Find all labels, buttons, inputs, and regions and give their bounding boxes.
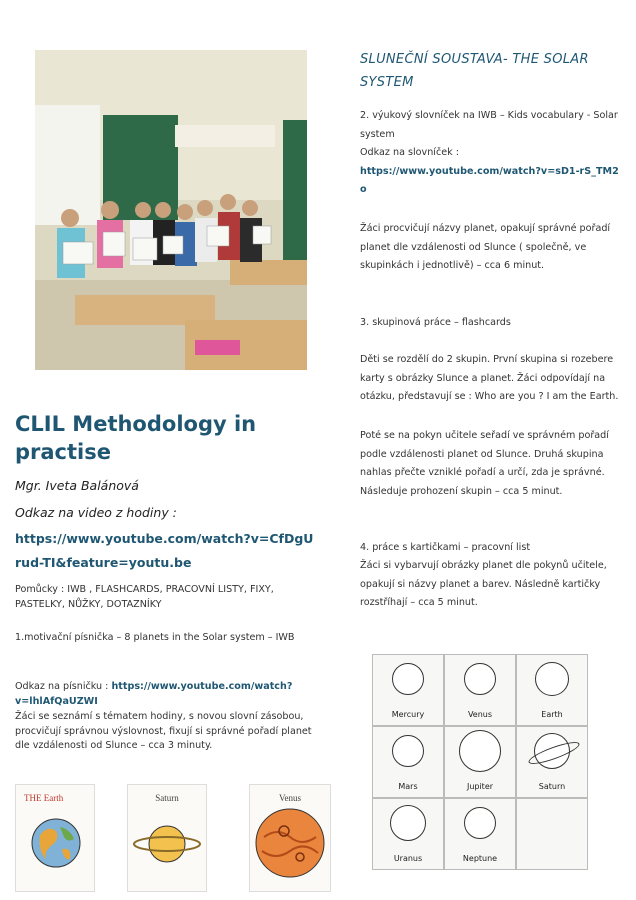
jupiter-drawing [459, 730, 501, 772]
earth-drawing [30, 817, 82, 869]
section-title: SLUNEČNÍ SOUSTAVA- THE SOLAR SYSTEM [360, 52, 589, 90]
planet-label: Venus [467, 710, 493, 719]
earth-card-label: THE Earth [24, 793, 64, 803]
worksheet-cell-uranus [372, 798, 444, 870]
step-4-description: Žáci si vybarvují obrázky planet dle pokynů učitele, opakují si názvy planet a barev. Následně kartičky rozstříhají – cca 5 minut. [360, 560, 607, 608]
saturn-drawing [132, 819, 202, 869]
mars-drawing [392, 735, 424, 767]
worksheet-cell-mars [372, 726, 444, 798]
planet-label: Mars [398, 782, 418, 791]
step-3-description: Děti se rozdělí do 2 skupin. První skupina si rozebere karty s obrázky Slunce a planet. Žáci odpovídají na otázku, představují se : Who are you ? I am the Earth. [360, 354, 619, 402]
song-link[interactable]: https://www.youtube.com/watch?v=lhlAfQaUZWI [15, 681, 293, 707]
earth-planet-drawing [535, 662, 569, 696]
worksheet-cell-earth [516, 654, 588, 726]
step-4-heading: 4. práce s kartičkami – pracovní list [360, 542, 531, 553]
venus-card-label: Venus [279, 793, 301, 803]
planet-worksheet [372, 654, 588, 870]
planet-label: Uranus [393, 854, 423, 863]
planet-label: Earth [541, 710, 563, 719]
song-link-line [15, 680, 315, 709]
venus-card [249, 784, 331, 892]
planet-label: Mercury [391, 710, 425, 719]
planet-label: Neptune [462, 854, 498, 863]
vocab-link[interactable]: https://www.youtube.com/watch?v=sD1-rS_TM2o [360, 165, 619, 195]
step-1-heading: 1.motivační písnička – 8 planets in the Solar system – IWB [15, 632, 295, 643]
saturn-card-label: Saturn [155, 793, 179, 803]
step-2-heading: 2. výukový slovníček na IWB – Kids vocabulary - Solar system [360, 110, 618, 140]
worksheet-cell-mercury [372, 654, 444, 726]
worksheet-cell-venus [444, 654, 516, 726]
page-title: CLIL Methodology in practise [15, 412, 257, 464]
uranus-drawing [390, 805, 426, 841]
video-link[interactable]: https://www.youtube.com/watch?v=CfDgUrud-TI&feature=youtu.be [15, 531, 314, 570]
venus-planet-drawing [464, 663, 496, 695]
saturn-card [127, 784, 207, 892]
mercury-drawing [392, 663, 424, 695]
step-2-description: Žáci procvičují názvy planet, opakují správné pořadí planet dle vzdálenosti od Slunce ( společně, ve skupinkách i jednotlivě) – cca 6 minut. [360, 223, 611, 271]
step-1-description: Žáci se seznámí s tématem hodiny, s novou slovní zásobou, procvičují správnou výslovnost, fixují si správné pořadí planet dle vzdálenosti od Slunce – cca 3 minuty. [15, 711, 312, 751]
worksheet-cell-jupiter [444, 726, 516, 798]
vocab-link-label: Odkaz na slovníček : [360, 147, 459, 158]
step-2-block [360, 107, 622, 200]
worksheet-cell-neptune [444, 798, 516, 870]
author-name: Mgr. Iveta Balánová [15, 478, 139, 493]
planet-label: Saturn [538, 782, 566, 791]
venus-drawing [254, 807, 326, 879]
neptune-drawing [464, 807, 496, 839]
song-link-label: Odkaz na písničku : [15, 681, 112, 692]
teaching-aids: Pomůcky : IWB , FLASHCARDS, PRACOVNÍ LISTY, FIXY, PASTELKY, NŮŽKY, DOTAZNÍKY [15, 584, 274, 610]
step-3-heading: 3. skupinová práce – flashcards [360, 317, 511, 328]
worksheet-cell-saturn [516, 726, 588, 798]
classroom-photo [35, 50, 307, 370]
earth-card [15, 784, 95, 892]
step-3-description-continued: Poté se na pokyn učitele seřadí ve správném pořadí podle vzdálenosti planet od Slunce. Druhá skupina nahlas přečte vzniklé pořadí a určí, zda je správné. Následuje prohození skupin – cca 5 minut. [360, 430, 609, 497]
video-label: Odkaz na video z hodiny : [15, 505, 177, 520]
planet-label: Jupiter [466, 782, 494, 791]
worksheet-cell-empty [516, 798, 588, 870]
